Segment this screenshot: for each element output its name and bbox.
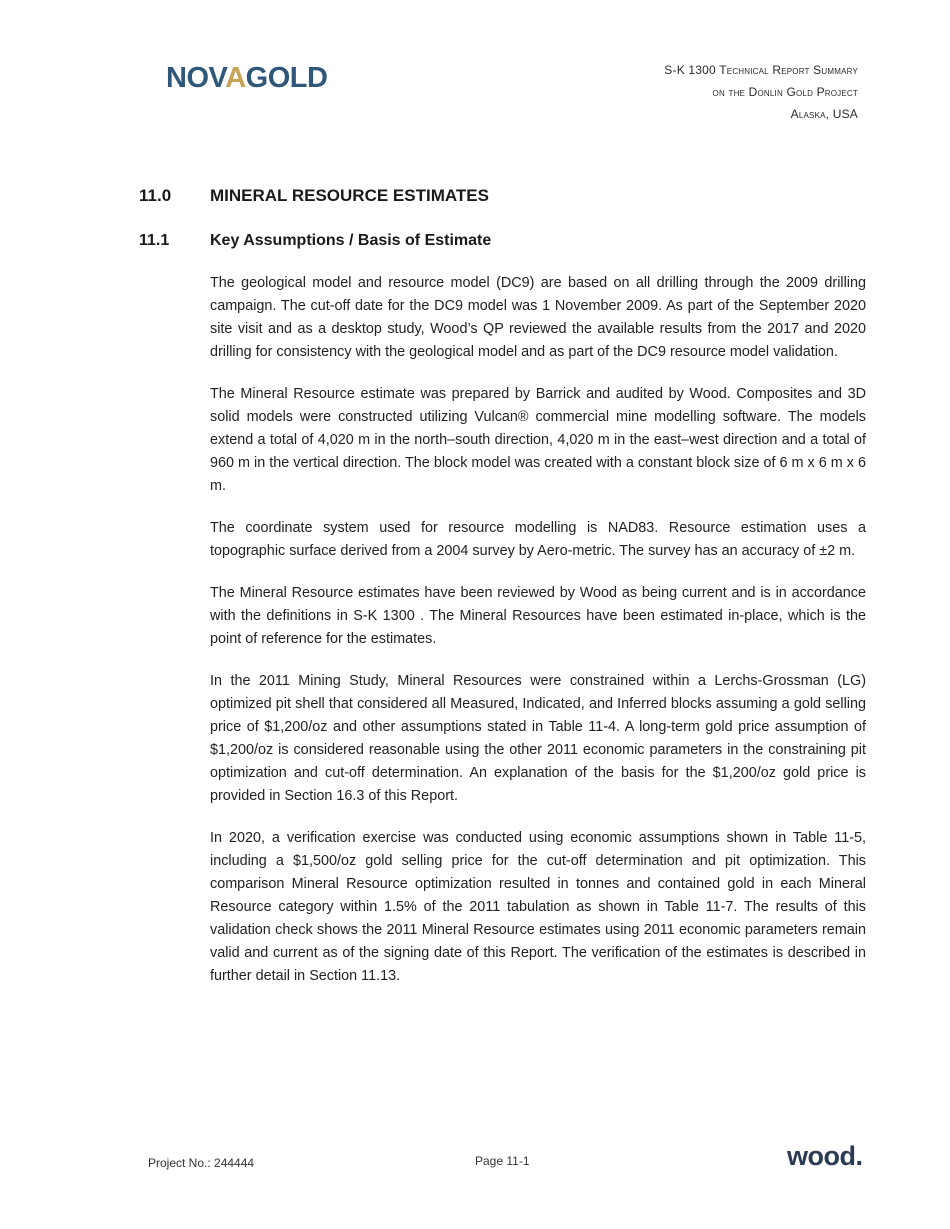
paragraph-6: In 2020, a verification exercise was conducted using economic assumptions shown in Table 11-5, including a $1,500/oz gold selling price for the cut-off determination and pit optimization. This comparison Mineral Resource optimization resulted in tonnes and contained gold in each Mineral Resource category within 1.5% of the 2011 tabulation as shown in Table 11-7. The results of this validation check shows the 2011 Mineral Resource estimates using 2011 economic parameters remain valid and current as of the signing date of this Report. The verification of the estimates is described in further detail in Section 11.13. <box>210 830 866 984</box>
report-title-line-3: Alaska, USA <box>790 107 858 121</box>
logo-mark: A <box>225 62 246 94</box>
report-title-line-2: on the Donlin Gold Project <box>712 85 858 99</box>
logo-text-left: NOV <box>166 62 226 94</box>
logo-text-right: GOLD <box>245 62 328 94</box>
paragraph-5: In the 2011 Mining Study, Mineral Resources were constrained within a Lerchs-Grossman (LG) optimized pit shell that considered all Measured, Indicated, and Inferred blocks assuming a gold selling price of $1,200/oz and other assumptions stated in Table 11-4. A long-term gold price assumption of $1,200/oz is considered reasonable using the other 2011 economic parameters in the constraining pit optimization and cut-off determination. An explanation of the basis for the $1,200/oz gold price is provided in Section 16.3 of this Report. <box>210 673 866 804</box>
report-title-line-1: S-K 1300 Technical Report Summary <box>664 63 858 77</box>
paragraph-4: The Mineral Resource estimates have been reviewed by Wood as being current and is in accordance with the definitions in S-K 1300 . The Mineral Resources have been estimated in-place, which is the point of reference for the estimates. <box>210 585 866 647</box>
paragraph-2: The Mineral Resource estimate was prepared by Barrick and audited by Wood. Composites and 3D solid models were constructed utilizing Vulcan® commercial mine modelling software. The models extend a total of 4,020 m in the north–south direction, 4,020 m in the east–west direction and a total of 960 m in the vertical direction. The block model was created with a constant block size of 6 m x 6 m x 6 m. <box>210 386 866 494</box>
subsection-heading <box>139 232 491 250</box>
paragraph-3: The coordinate system used for resource modelling is NAD83. Resource estimation uses a topographic surface derived from a 2004 survey by Aero-metric. The survey has an accuracy of ±2 m. <box>210 520 866 559</box>
page-number: Page 11-1 <box>475 1154 530 1168</box>
section-heading <box>139 186 489 206</box>
wood-logo: wood. <box>787 1141 863 1171</box>
body-text <box>210 272 866 1007</box>
novagold-logo <box>166 64 327 93</box>
report-header <box>664 59 858 125</box>
section-number: 11.0 <box>139 186 172 205</box>
section-title: MINERAL RESOURCE ESTIMATES <box>210 186 489 205</box>
subsection-number: 11.1 <box>139 232 170 249</box>
paragraph-1: The geological model and resource model (DC9) are based on all drilling through the 2009 drilling campaign. The cut-off date for the DC9 model was 1 November 2009. As part of the September 2020 site visit and as a desktop study, Wood’s QP reviewed the available results from the 2017 and 2020 drilling for consistency with the geological model and as part of the DC9 resource model validation. <box>210 275 866 360</box>
subsection-title: Key Assumptions / Basis of Estimate <box>210 232 492 249</box>
project-number: Project No.: 244444 <box>148 1156 255 1170</box>
